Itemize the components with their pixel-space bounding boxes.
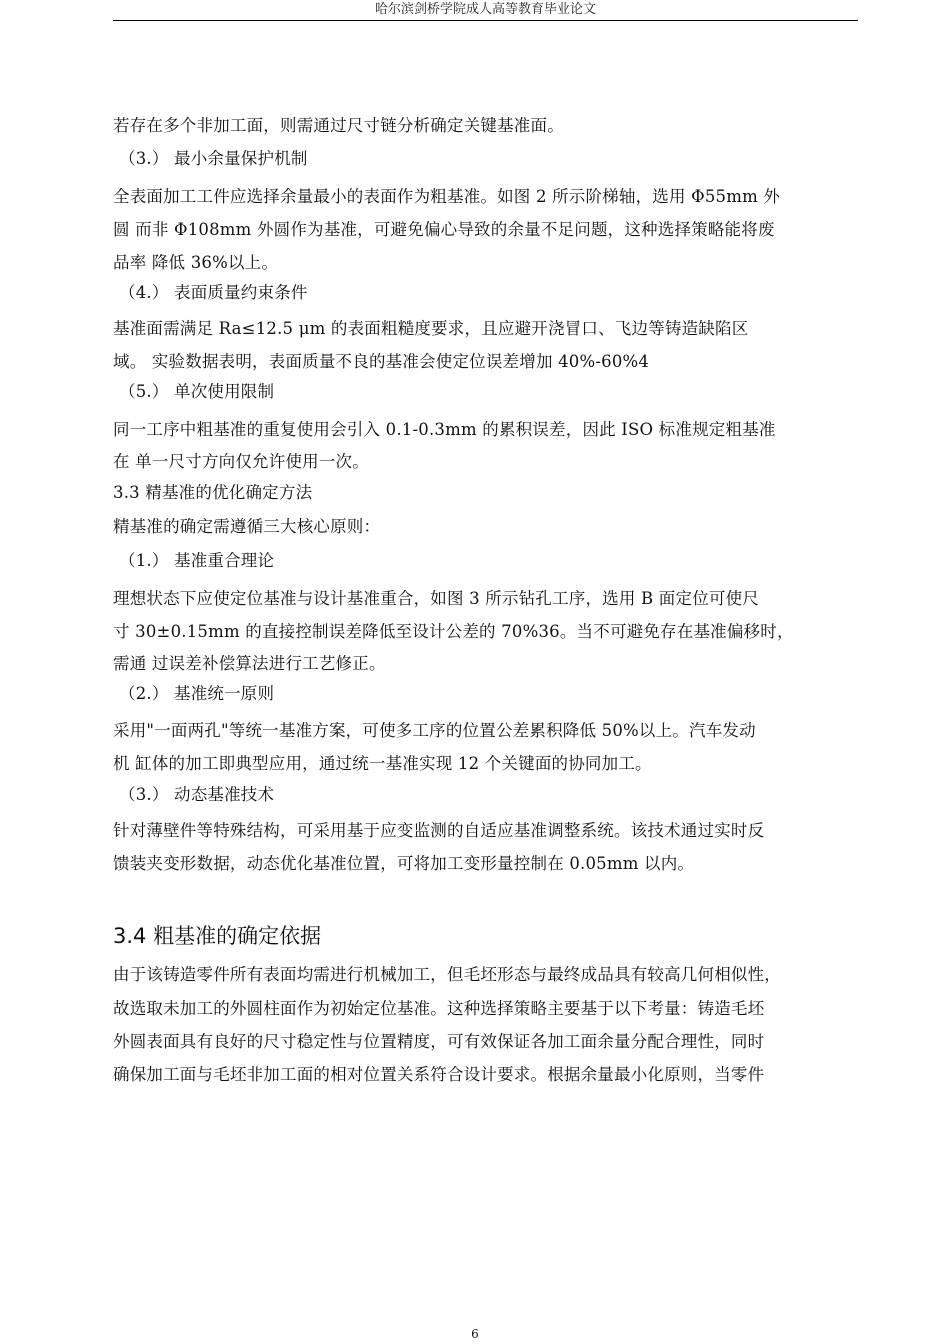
text-line: 故选取未加工的外圆柱面作为初始定位基准。这种选择策略主要基于以下考量：铸造毛坯 (113, 999, 765, 1018)
subsection-heading: 3.3 精基准的优化确定方法 (113, 483, 313, 502)
list-item-heading: （2.） 基准统一原则 (119, 684, 275, 703)
header-rule (113, 20, 858, 21)
running-header: 哈尔滨剑桥学院成人高等教育毕业论文 (374, 2, 596, 17)
text-line: 外圆表面具有良好的尺寸稳定性与位置精度，可有效保证各加工面余量分配合理性，同时 (113, 1032, 765, 1051)
text-line: 基准面需满足 Ra≤12.5 μm 的表面粗糙度要求，且应避开浇冒口、飞边等铸造缺陷区 (113, 319, 749, 338)
page-number: 6 (471, 1327, 479, 1341)
text-line: 圆 而非 Φ108mm 外圆作为基准，可避免偏心导致的余量不足问题，这种选择策略能将废 (113, 220, 775, 239)
text-line: 若存在多个非加工面，则需通过尺寸链分析确定关键基准面。 (113, 116, 564, 135)
text-line: 机 缸体的加工即典型应用，通过统一基准实现 12 个关键面的协同加工。 (113, 754, 652, 773)
section-heading: 3.4 粗基准的确定依据 (113, 924, 322, 948)
text-line: 确保加工面与毛坯非加工面的相对位置关系符合设计要求。根据余量最小化原则，当零件 (113, 1065, 765, 1084)
list-item-heading: （5.） 单次使用限制 (119, 382, 275, 401)
text-line: 域。 实验数据表明，表面质量不良的基准会使定位误差增加 40%-60%4 (113, 352, 650, 371)
list-item-heading: （4.） 表面质量约束条件 (119, 283, 308, 302)
list-item-heading: （3.） 动态基准技术 (119, 785, 275, 804)
text-line: 针对薄壁件等特殊结构，可采用基于应变监测的自适应基准调整系统。该技术通过实时反 (113, 821, 765, 840)
text-line: 采用"一面两孔"等统一基准方案，可使多工序的位置公差累积降低 50%以上。汽车发动 (113, 721, 756, 740)
list-item-heading: （3.） 最小余量保护机制 (119, 149, 308, 168)
text-line: 理想状态下应使定位基准与设计基准重合，如图 3 所示钻孔工序，选用 B 面定位可使尺 (113, 589, 760, 608)
text-line: 馈装夹变形数据，动态优化基准位置，可将加工变形量控制在 0.05mm 以内。 (113, 854, 695, 873)
text-line: 品率 降低 36%以上。 (113, 253, 279, 272)
text-line: 需通 过误差补偿算法进行工艺修正。 (113, 654, 386, 673)
text-line: 寸 30±0.15mm 的直接控制误差降低至设计公差的 70%36。当不可避免存在基准偏移时， (113, 622, 794, 641)
text-line: 同一工序中粗基准的重复使用会引入 0.1-0.3mm 的累积误差，因此 ISO 标准规定粗基准 (113, 420, 776, 439)
list-item-heading: （1.） 基准重合理论 (119, 551, 275, 570)
text-line: 全表面加工工件应选择余量最小的表面作为粗基准。如图 2 所示阶梯轴，选用 Φ55mm 外 (113, 187, 781, 206)
text-line: 由于该铸造零件所有表面均需进行机械加工，但毛坯形态与最终成品具有较高几何相似性， (113, 965, 781, 984)
text-line: 精基准的确定需遵循三大核心原则： (113, 517, 381, 536)
text-line: 在 单一尺寸方向仅允许使用一次。 (113, 452, 369, 471)
